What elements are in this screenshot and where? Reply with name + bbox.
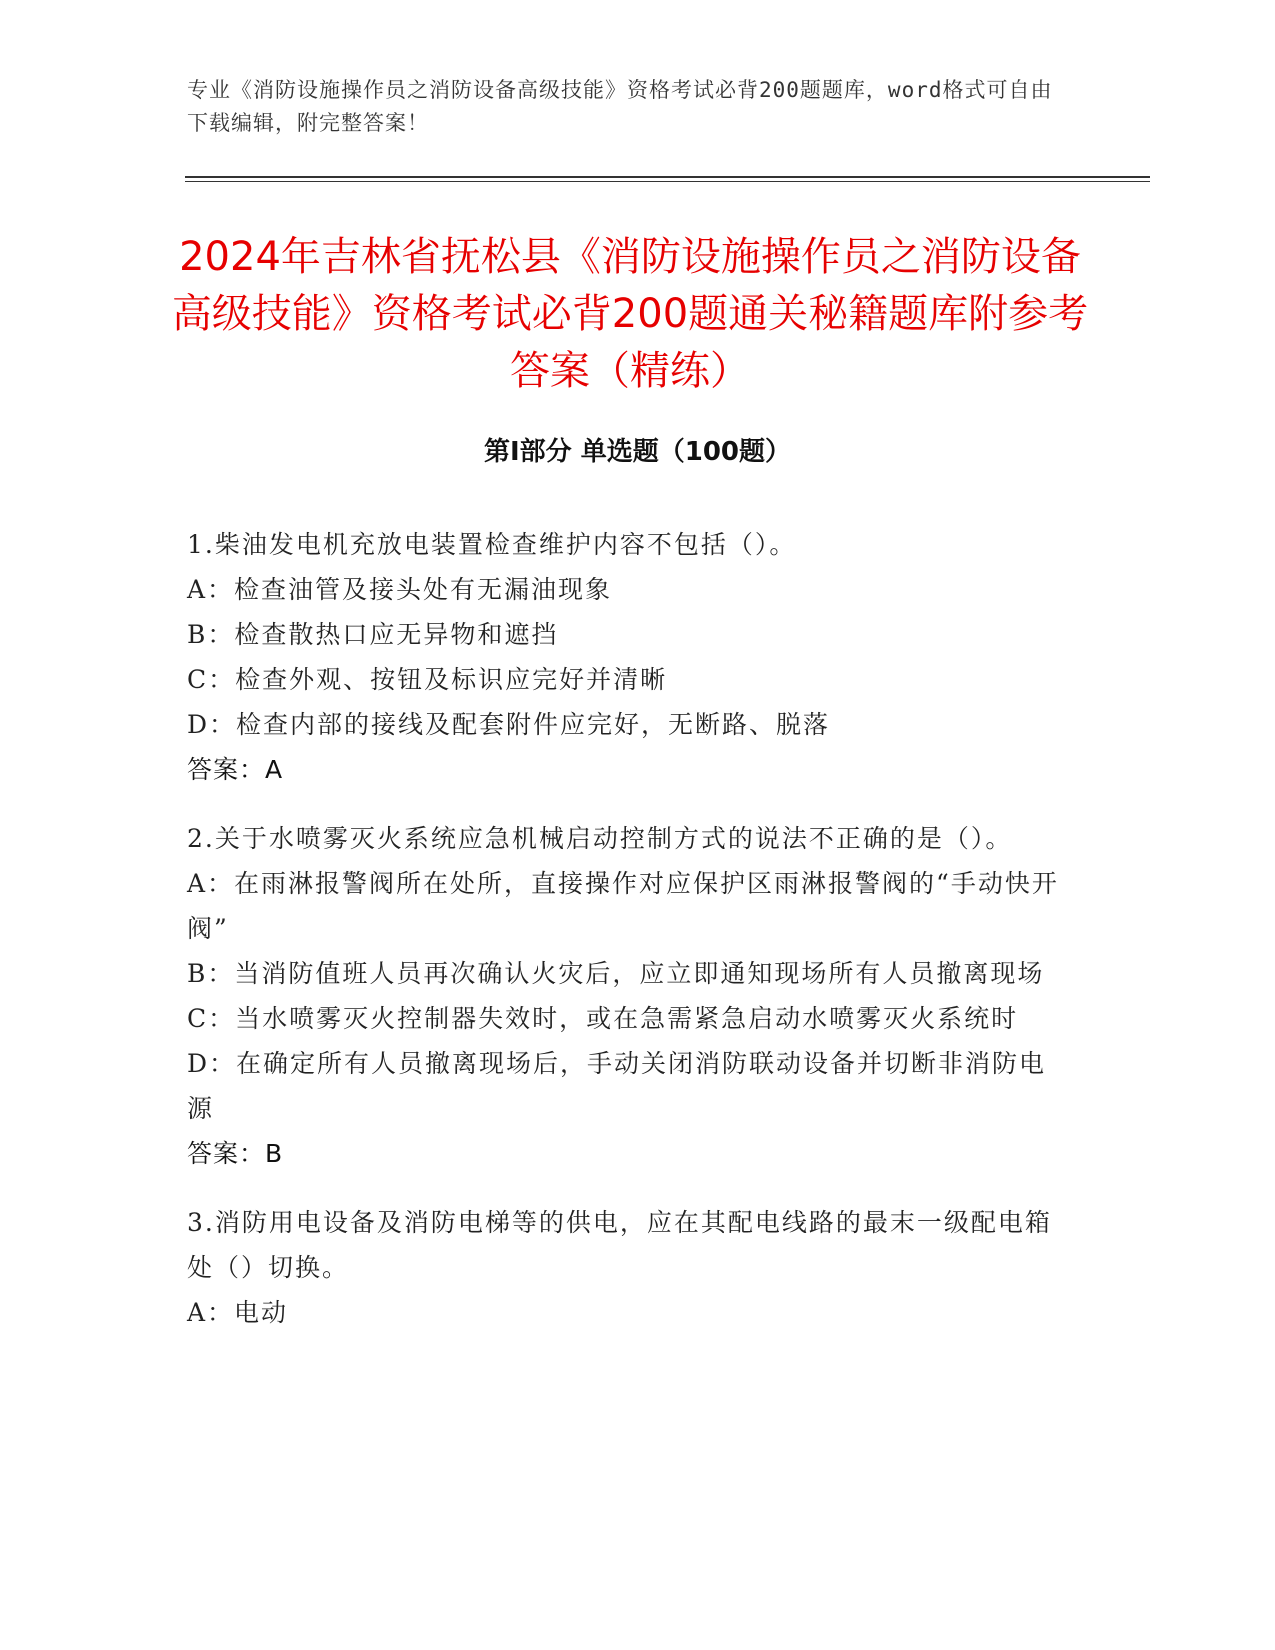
header-rule-thick	[185, 176, 1150, 178]
header-note: 专业《消防设施操作员之消防设备高级技能》资格考试必背200题题库，word格式可自由下载编辑，附完整答案！	[187, 78, 1053, 135]
option-d: D：检查内部的接线及配套附件应完好，无断路、脱落	[187, 710, 831, 739]
option-c: C：检查外观、按钮及标识应完好并清晰	[187, 665, 668, 694]
option-a: A：在雨淋报警阀所在处所，直接操作对应保护区雨淋报警阀的“手动快开阀”	[187, 869, 1059, 943]
question-1	[187, 522, 1067, 792]
question-stem: 1.柴油发电机充放电装置检查维护内容不包括（）。	[187, 530, 797, 559]
header-rule-thin	[185, 181, 1150, 182]
option-d: D：在确定所有人员撤离现场后，手动关闭消防联动设备并切断非消防电源	[187, 1049, 1047, 1123]
answer: 答案：B	[187, 1139, 284, 1168]
question-stem: 2.关于水喷雾灭火系统应急机械启动控制方式的说法不正确的是（）。	[187, 824, 1013, 853]
option-a: A：检查油管及接头处有无漏油现象	[187, 575, 613, 604]
option-c: C：当水喷雾灭火控制器失效时，或在急需紧急启动水喷雾灭火系统时	[187, 1004, 1019, 1033]
document-title: 2024年吉林省抚松县《消防设施操作员之消防设备高级技能》资格考试必背200题通关秘籍题库附参考答案（精练）	[171, 234, 1089, 394]
question-3	[187, 1200, 1067, 1335]
question-2	[187, 816, 1067, 1176]
option-b: B：当消防值班人员再次确认火灾后，应立即通知现场所有人员撤离现场	[187, 959, 1045, 988]
question-list	[187, 522, 1067, 1359]
answer: 答案：A	[187, 755, 284, 784]
option-b: B：检查散热口应无异物和遮挡	[187, 620, 559, 649]
question-stem: 3.消防用电设备及消防电梯等的供电，应在其配电线路的最末一级配电箱处（）切换。	[187, 1208, 1052, 1282]
option-a: A：电动	[187, 1298, 289, 1327]
section-title: 第Ⅰ部分 单选题（100题）	[484, 437, 791, 467]
